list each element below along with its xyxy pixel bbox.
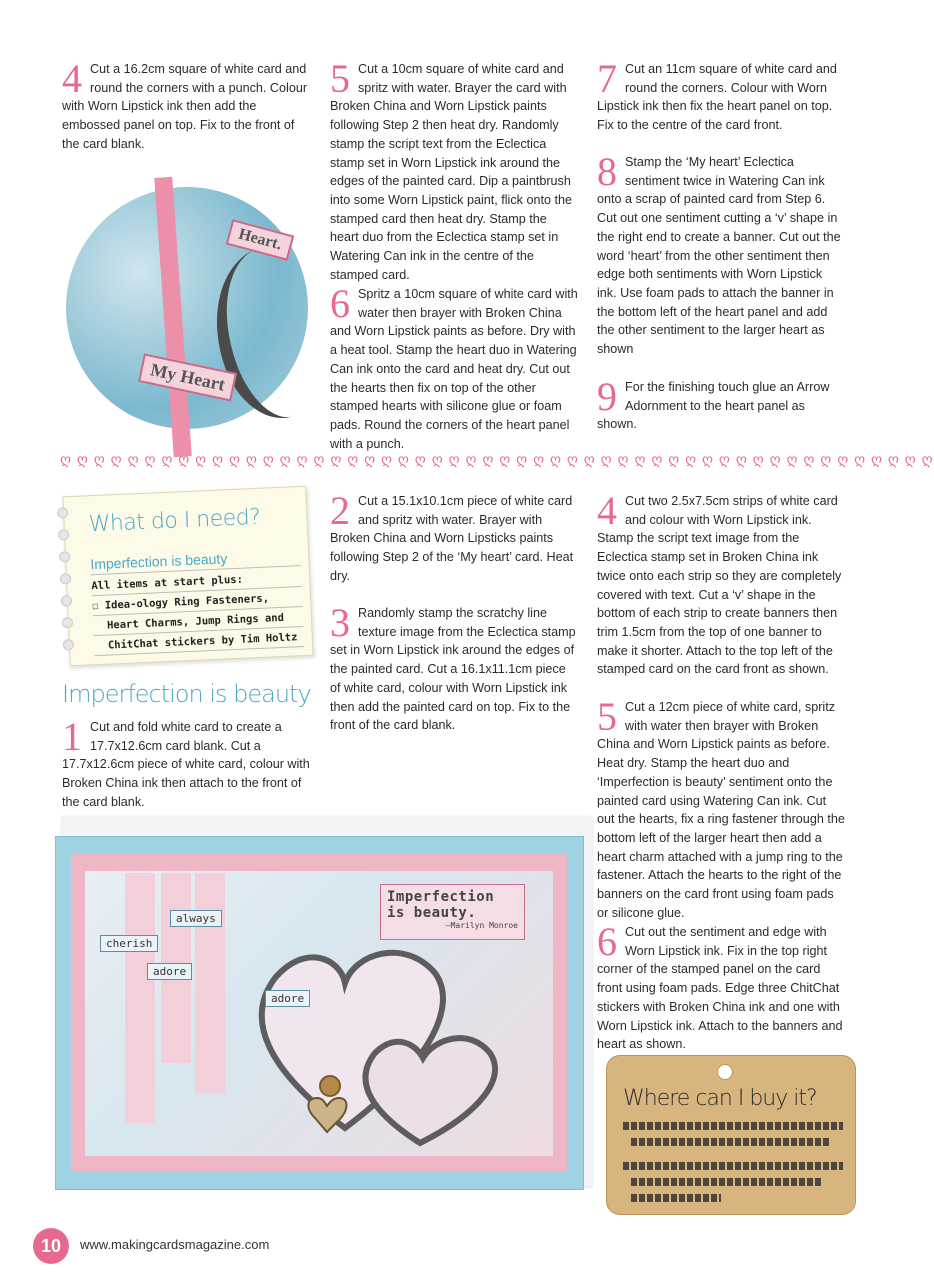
step-number: 4: [62, 56, 82, 101]
notepad-title: What do I need?: [88, 504, 261, 538]
step-4-top: [62, 56, 312, 154]
what-do-i-need-notepad: [62, 486, 313, 666]
step-number: 5: [330, 56, 350, 101]
sentiment-attribution: —Marilyn Monroe: [445, 921, 518, 930]
step-text: For the finishing touch glue an Arrow Adornment to the heart panel as shown.: [597, 380, 830, 432]
step-text: Cut an 11cm square of white card and round the corners. Colour with Worn Lipstick ink then fix the heart panel on top. Fix to the centre of the card front.: [597, 62, 837, 133]
step-text: Cut two 2.5x7.5cm strips of white card and colour with Worn Lipstick ink. Stamp the script text image from the Eclectica stamp set in Broken China ink twice onto each strip so they are completely covered with text. Cut a ‘v’ shape in the bottom of each strip to create banners then trim 1.5cm from the top of one banner to make it shorter. Attach to the top left of the stamped card on the card front as shown.: [597, 494, 842, 677]
step-number: 9: [597, 374, 617, 419]
sentiment-line: is beauty.: [387, 905, 477, 921]
sticker-adore-heart: adore: [265, 990, 310, 1007]
detail-photo: [66, 187, 308, 429]
step-number: 7: [597, 56, 617, 101]
step-text: Spritz a 10cm square of white card with water then brayer with Broken China and Worn Lipstick paints as before. Dry with a heat tool. Stamp the heart duo in Watering Can ink onto the card and heat dry. Cut out the hearts then fix on top of the other stamped hearts with silicone glue or foam pads. Round the corners of the heart panel with a punch.: [330, 287, 578, 451]
notepad-line: Heart Charms, Jump Rings and: [93, 611, 303, 636]
step-number: 4: [597, 488, 617, 533]
sticker-always: always: [170, 910, 222, 927]
step-number: 1: [62, 714, 82, 759]
notepad-line: All items at start plus:: [91, 571, 301, 596]
step-number: 2: [330, 488, 350, 533]
step-text: Cut a 12cm piece of white card, spritz with water then brayer with Broken China and Worn Lipstick paints as before. Heat dry. Stamp the heart duo and ‘Imperfection is beauty’ sentiment onto the painted card using Watering Can ink. Cut out the hearts, fix a ring fastener through the bottom left of the larger heart then add a heart charm attached with a jump ring to the fastener. Attach the hearts to the right of the banners on the card front using foam pads or silicone glue.: [597, 700, 845, 920]
step-text: Cut a 15.1x10.1cm piece of white card and spritz with water. Brayer with Broken China and Worn Lipsticks paints following Step 2 of the ‘My heart’ card. Heat dry.: [330, 494, 574, 583]
step-text: Cut a 10cm square of white card and spritz with water. Brayer the card with Broken China and Worn Lipstick paints following Step 2 then heat dry. Randomly stamp the script text from the Eclectica stamp set in Worn Lipstick ink around the edges of the painted card. Dip a paintbrush into some Worn Lipstick paint, flick onto the stamped card then heat dry. Stamp the heart duo from the Eclectica stamp set in Watering Can ink in the centre of the stamped card.: [330, 62, 572, 282]
step-7-top: [597, 56, 845, 135]
step-6-top: [330, 281, 578, 453]
imperfection-sentiment: [380, 884, 525, 940]
step-number: 8: [597, 149, 617, 194]
step-1-bottom: [62, 714, 310, 812]
sticker-adore-banner: adore: [147, 963, 192, 980]
finished-card-photo: [55, 808, 592, 1190]
notepad-subtitle: Imperfection is beauty: [90, 547, 301, 575]
step-number: 5: [597, 694, 617, 739]
notepad-line: ChitChat stickers by Tim Holtz: [94, 631, 304, 656]
step-text: Randomly stamp the scratchy line texture image from the Eclectica stamp set in Worn Lipstick ink around the edges of the painted card. Cut a 16.1x11.1cm piece of white card, colour with Worn Lipstick ink then add the painted card on top. Fix to the front of the card blank.: [330, 606, 576, 733]
step-9-top: [597, 374, 845, 434]
sentiment-line: Imperfection: [387, 889, 495, 905]
step-4-bottom: [597, 488, 845, 679]
sticker-cherish: cherish: [100, 935, 158, 952]
page-number: 10: [33, 1228, 69, 1264]
step-text: Stamp the ‘My heart’ Eclectica sentiment twice in Watering Can ink onto a scrap of painted card from Step 6. Cut out one sentiment cutting a ‘v’ shape in the right end to create a banner. Cut out the word ‘heart’ from the other sentiment then edge both sentiments with Worn Lipstick ink. Use foam pads to attach the banner in the bottom left of the heart panel and add the other sentiment to the larger heart as shown: [597, 155, 841, 357]
step-number: 6: [330, 281, 350, 326]
step-5-bottom: [597, 694, 845, 922]
step-8-top: [597, 149, 845, 359]
step-5-top: [330, 56, 578, 284]
where-to-buy-tag: [606, 1055, 856, 1215]
step-number: 3: [330, 600, 350, 645]
footer-url: www.makingcardsmagazine.com: [80, 1237, 270, 1252]
step-text: Cut out the sentiment and edge with Worn Lipstick ink. Fix in the top right corner of the stamped panel on the card front using foam pads. Edge three ChitChat stickers with Broken China ink and one with Worn Lipstick ink. Attach to the banners and heart as shown.: [597, 925, 843, 1052]
buy-tag-title: Where can I buy it?: [623, 1086, 817, 1111]
step-text: Cut a 16.2cm square of white card and round the corners with a punch. Colour with Worn Lipstick ink then add the embossed panel on top. Fix to the front of the card blank.: [62, 62, 308, 151]
step-6-bottom: [597, 919, 845, 1054]
section-heading: Imperfection is beauty: [62, 680, 311, 708]
notepad-line: ☐ Idea-ology Ring Fasteners,: [92, 591, 302, 616]
photo-tag-my-heart: My Heart: [138, 353, 237, 401]
step-3-bottom: [330, 600, 578, 735]
step-number: 6: [597, 919, 617, 964]
photo-tag-heart: Heart.: [226, 219, 295, 261]
step-2-bottom: [330, 488, 578, 586]
heart-duo-image: [245, 928, 515, 1158]
heart-divider: ღ ღ ღ ღ ღ ღ ღ ღ ღ ღ ღ ღ ღ ღ ღ ღ ღ ღ ღ ღ ღ ღ ღ ღ ღ ღ ღ ღ ღ ღ ღ ღ ღ ღ ღ ღ ღ ღ ღ ღ ღ ღ ღ ღ ღ ღ ღ ღ ღ ღ ღ ღ: [60, 451, 934, 467]
step-text: Cut and fold white card to create a 17.7x12.6cm card blank. Cut a 17.7x12.6cm piece of white card, colour with Broken China ink then attach to the front of the card blank.: [62, 720, 310, 809]
